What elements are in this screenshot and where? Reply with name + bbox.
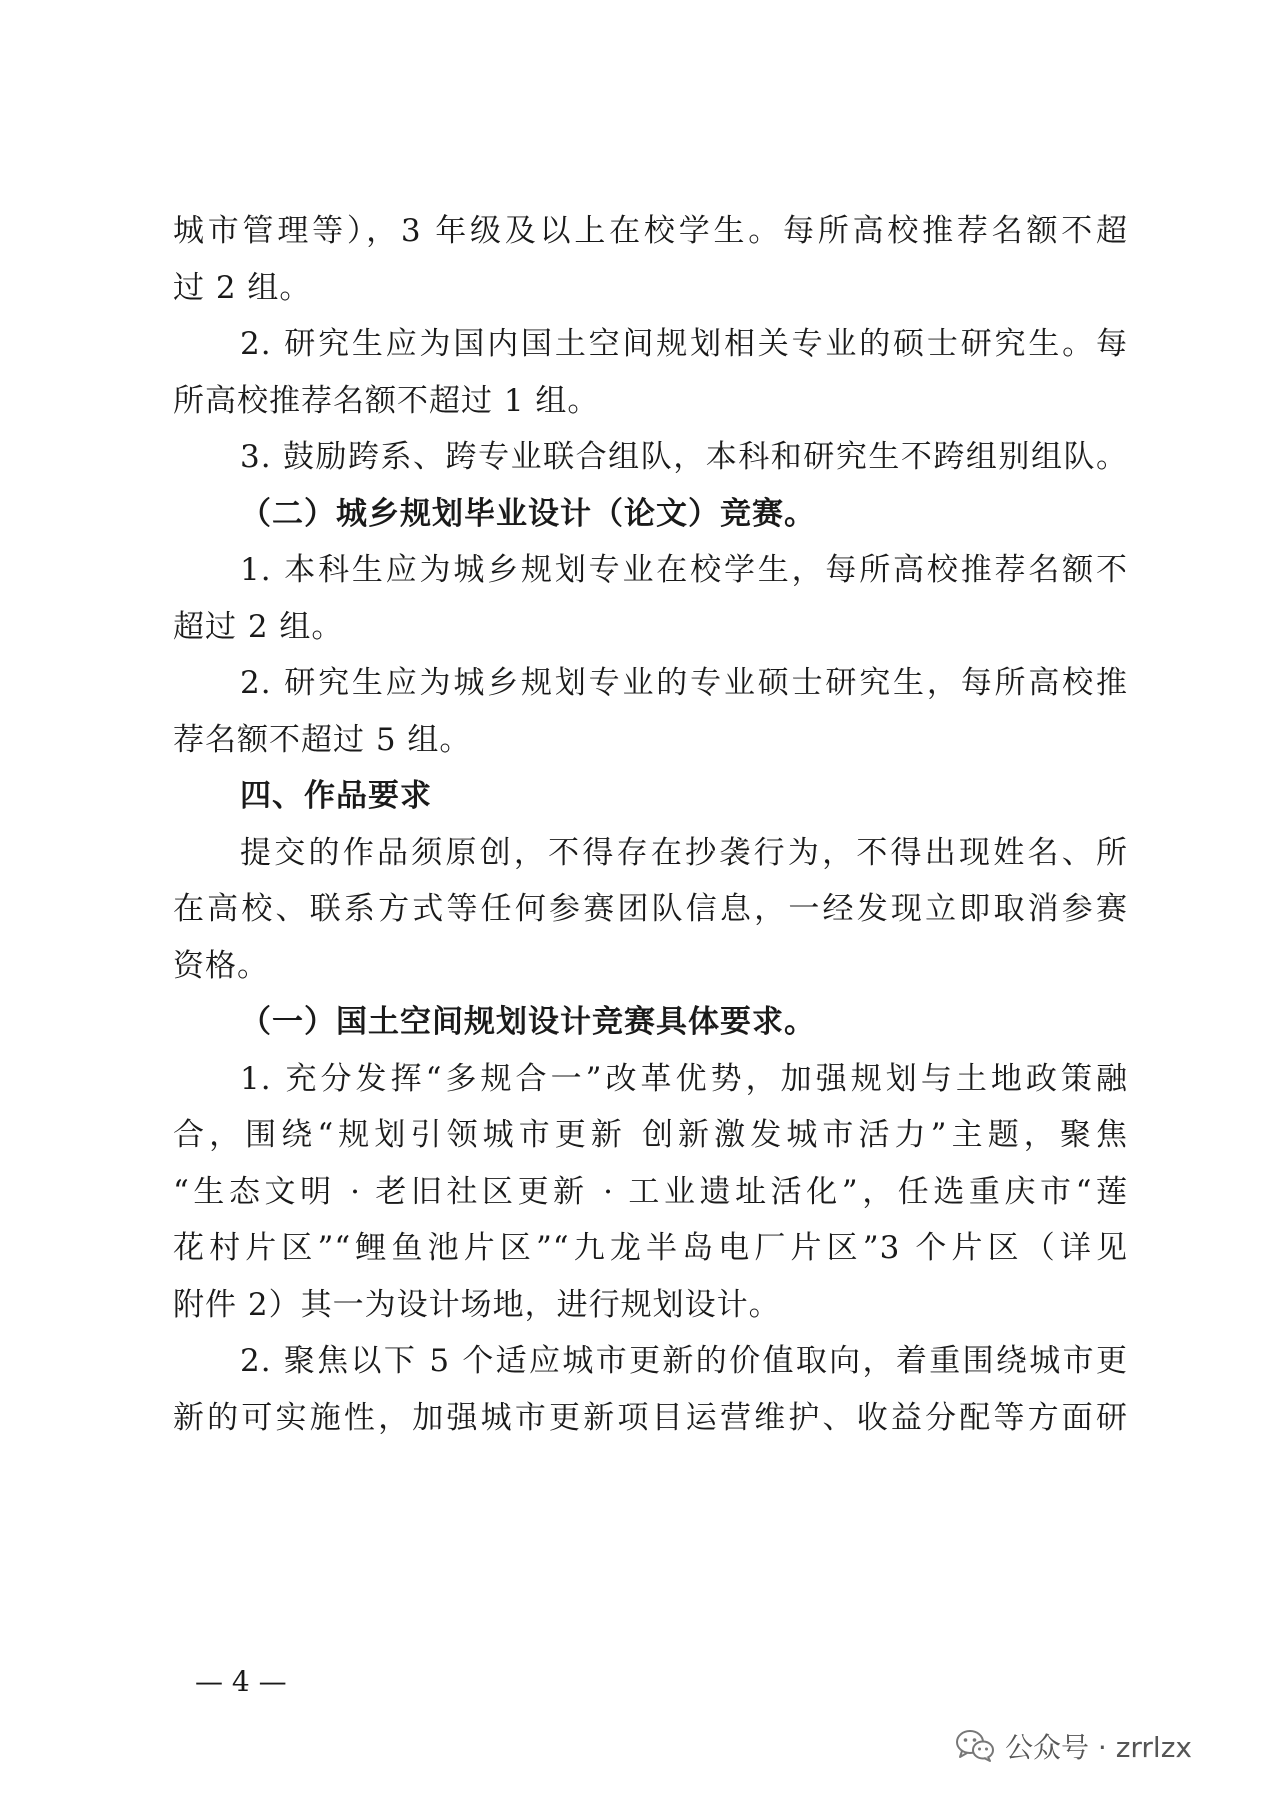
watermark [955,1724,1192,1768]
text-line: 3. 鼓励跨系、跨专业联合组队，本科和研究生不跨组别组队。 [240,439,1128,475]
page-number: — 4 — [195,1665,287,1698]
text-line: 新的可实施性，加强城市更新项目运营维护、收益分配等方面研 [173,1400,1128,1436]
text-line: 荐名额不超过 5 组。 [173,722,472,758]
text-line: 提交的作品须原创，不得存在抄袭行为，不得出现姓名、所 [240,835,1128,871]
text-line: 1. 充分发挥“多规合一”改革优势，加强规划与土地政策融 [240,1061,1128,1097]
text-line: 在高校、联系方式等任何参赛团队信息，一经发现立即取消参赛 [173,891,1128,927]
text-line: 超过 2 组。 [173,609,344,645]
text-line: 所高校推荐名额不超过 1 组。 [173,383,600,419]
wechat-icon [955,1729,995,1763]
text-line: 2. 研究生应为城乡规划专业的专业硕士研究生，每所高校推 [240,665,1128,701]
text-line: 1. 本科生应为城乡规划专业在校学生，每所高校推荐名额不 [240,552,1128,588]
text-line: 合，围绕“规划引领城市更新 创新激发城市活力”主题，聚焦 [173,1117,1128,1153]
text-line: “生态文明 · 老旧社区更新 · 工业遗址活化”，任选重庆市“莲 [173,1174,1128,1210]
watermark-text: 公众号 · zrrlzx [1005,1731,1192,1764]
section-heading: （二）城乡规划毕业设计（论文）竞赛。 [240,496,816,532]
section-heading: （一）国土空间规划设计竞赛具体要求。 [240,1004,816,1040]
chapter-heading: 四、作品要求 [240,778,432,814]
text-line: 2. 研究生应为国内国土空间规划相关专业的硕士研究生。每 [240,326,1128,362]
text-line: 资格。 [173,948,269,984]
text-line: 附件 2）其一为设计场地，进行规划设计。 [173,1287,781,1323]
text-line: 2. 聚焦以下 5 个适应城市更新的价值取向，着重围绕城市更 [240,1343,1128,1379]
text-line: 过 2 组。 [173,270,312,306]
text-line: 城市管理等），3 年级及以上在校学生。每所高校推荐名额不超 [173,213,1128,249]
text-line: 花村片区”“鲤鱼池片区”“九龙半岛电厂片区”3 个片区（详见 [173,1230,1128,1266]
